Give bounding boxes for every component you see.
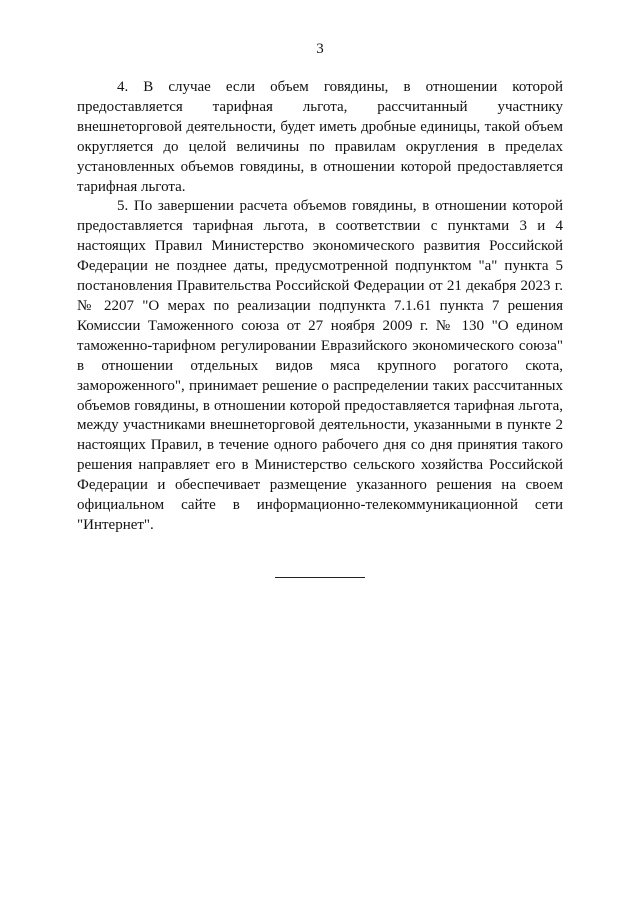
end-separator-line <box>275 577 365 578</box>
paragraph-5: 5. По завершении расчета объемов говядины, в отношении которой предоставляется тарифная льгота, в соответствии с пунктами 3 и 4 настоящих Правил Министерство экономического развития Российской Федерации не позднее даты, предусмотренной подпунктом "а" пункта 5 постановления Правительства Российской Федерации от 21 декабря 2023 г. № 2207 "О мерах по реализации подпункта 7.1.61 пункта 7 решения Комиссии Таможенного союза от 27 ноября 2009 г. № 130 "О едином таможенно-тарифном регулировании Евразийского экономического союза" в отношении отдельных видов мяса крупного рогатого скота, замороженного", принимает решение о распределении таких рассчитанных объемов говядины, в отношении которой предоставляется тарифная льгота, между участниками внешнеторговой деятельности, указанными в пункте 2 настоящих Правил, в течение одного рабочего дня со дня принятия такого решения направляет его в Министерство сельского хозяйства Российской Федерации и обеспечивает размещение указанного решения на своем официальном сайте в информационно-телекоммуникационной сети "Интернет". <box>77 198 563 533</box>
document-body <box>77 78 563 536</box>
page-number: 3 <box>316 41 324 57</box>
paragraph-4: 4. В случае если объем говядины, в отношении которой предоставляется тарифная льгота, рассчитанный участнику внешнеторговой деятельности, будет иметь дробные единицы, такой объем округляется до целой величины по правилам округления в пределах установленных объемов говядины, в отношении которой предоставляется тарифная льгота. <box>77 79 563 195</box>
